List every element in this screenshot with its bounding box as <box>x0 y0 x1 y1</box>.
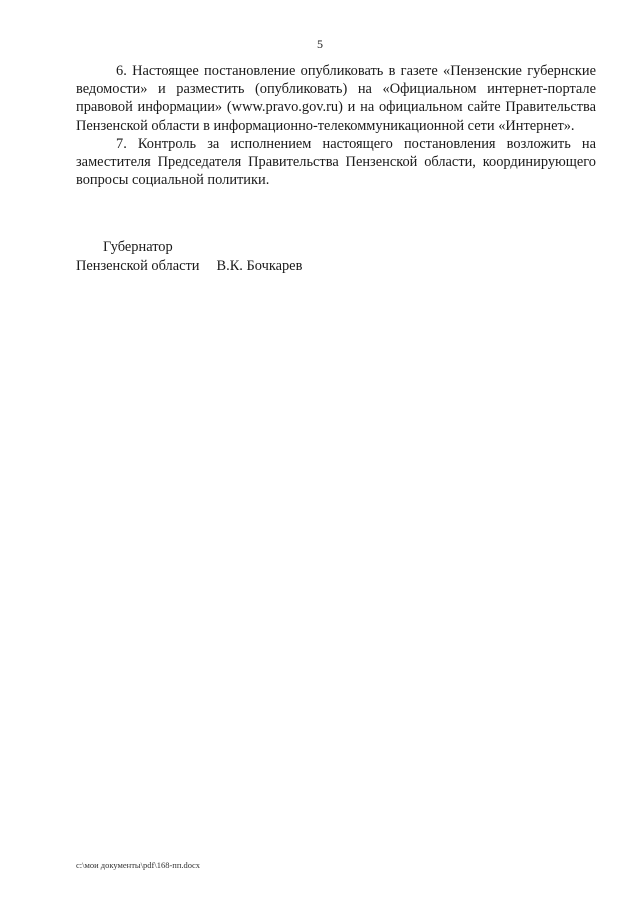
footer-file-path: c:\мои документы\pdf\168-пп.docx <box>76 860 201 870</box>
document-body <box>76 62 596 189</box>
signature-title-region: Пензенской области <box>76 258 200 274</box>
page-number: 5 <box>317 37 323 51</box>
signature-block <box>76 238 596 276</box>
signature-title-governor: Губернатор <box>103 239 173 255</box>
paragraph-6: 6. Настоящее постановление опубликовать в газете «Пензенские губернские ведомости» и разместить (опубликовать) на «Официальном интернет-портале правовой информации» (www.pravo.gov.ru) и на официальном сайте Правительства Пензенской области в информационно-телекоммуникационной сети «Интернет». <box>76 63 596 134</box>
signatory-name: В.К. Бочкарев <box>216 258 303 274</box>
signature-line <box>76 257 596 276</box>
paragraph-7: 7. Контроль за исполнением настоящего постановления возложить на заместителя Председателя Правительства Пензенской области, координирующего вопросы социальной политики. <box>76 135 596 189</box>
